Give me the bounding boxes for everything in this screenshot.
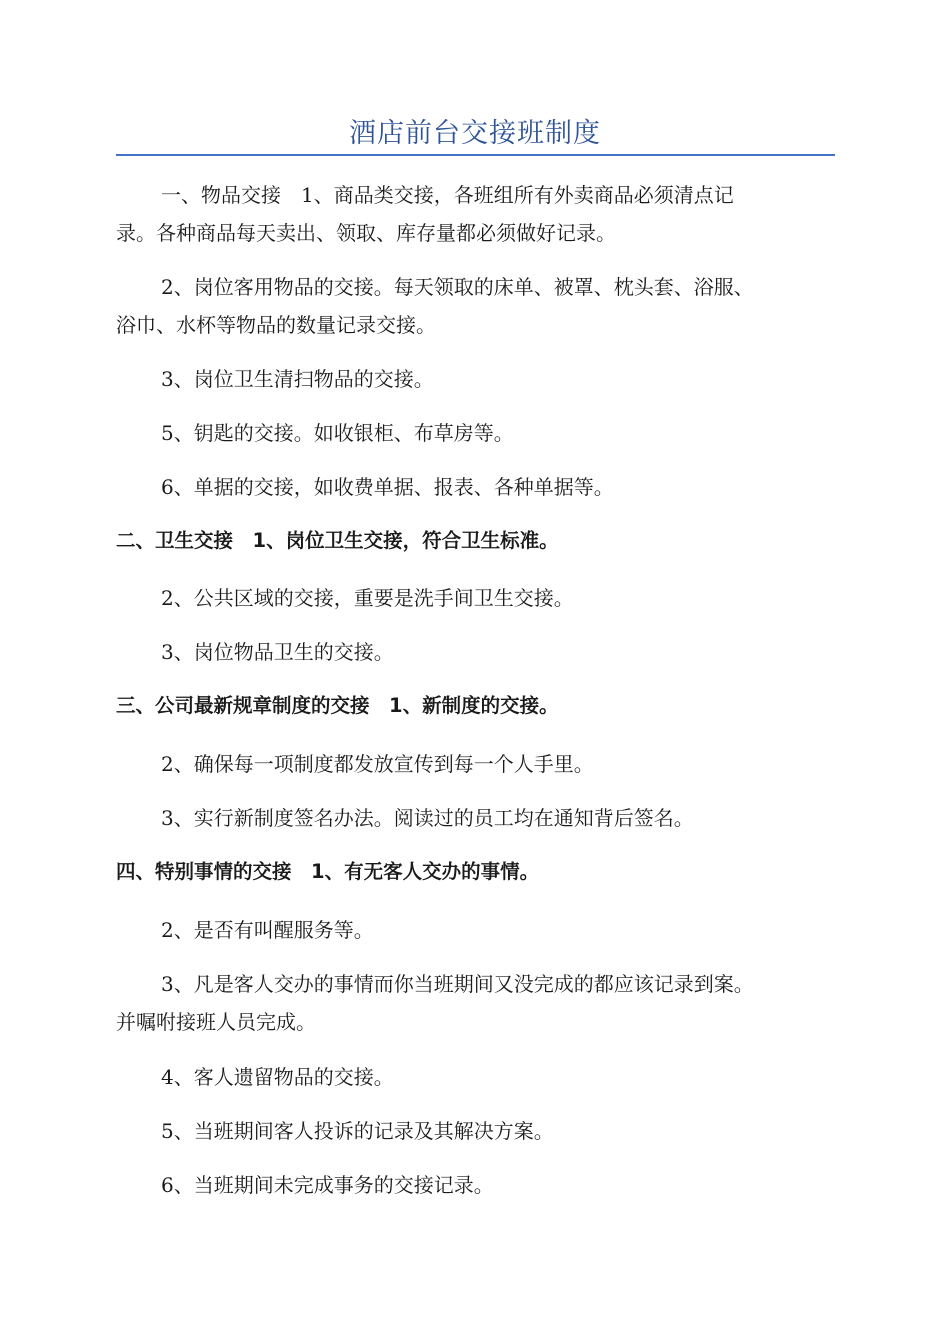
- paragraph-unfinished-guest-requests: [116, 965, 834, 1041]
- paragraph-line: 浴巾、水杯等物品的数量记录交接。: [116, 313, 436, 337]
- paragraph-line: 3、实行新制度签名办法。阅读过的员工均在通知背后签名。: [161, 806, 694, 830]
- paragraph-goods-handover: [116, 176, 834, 252]
- paragraph-receipts: [116, 468, 834, 506]
- section-heading-hygiene: [116, 522, 834, 560]
- paragraph-wakeup: [116, 911, 834, 949]
- paragraph-keys: [116, 414, 834, 452]
- paragraph-line: 4、客人遗留物品的交接。: [161, 1065, 394, 1089]
- paragraph-signature: [116, 799, 834, 837]
- paragraph-line: 三、公司最新规章制度的交接 1、新制度的交接。: [116, 694, 559, 717]
- paragraph-line: 6、当班期间未完成事务的交接记录。: [161, 1173, 494, 1197]
- title-underline: [116, 154, 835, 156]
- paragraph-cleaning-items: [116, 360, 834, 398]
- paragraph-complaints: [116, 1112, 834, 1150]
- section-heading-regulations: [116, 687, 834, 725]
- section-heading-special-matters: [116, 853, 834, 891]
- paragraph-line: 一、物品交接 1、商品类交接，各班组所有外卖商品必须清点记: [161, 183, 734, 207]
- paragraph-public-area: [116, 579, 834, 617]
- paragraph-item-hygiene: [116, 633, 834, 671]
- paragraph-line: 3、岗位物品卫生的交接。: [161, 640, 394, 664]
- paragraph-line: 3、岗位卫生清扫物品的交接。: [161, 367, 434, 391]
- paragraph-line: 2、是否有叫醒服务等。: [161, 918, 374, 942]
- paragraph-line: 2、确保每一项制度都发放宣传到每一个人手里。: [161, 752, 594, 776]
- paragraph-publicize: [116, 745, 834, 783]
- paragraph-line: 2、岗位客用物品的交接。每天领取的床单、被罩、枕头套、浴服、: [161, 275, 754, 299]
- document-title: 酒店前台交接班制度: [349, 118, 601, 149]
- paragraph-line: 3、凡是客人交办的事情而你当班期间又没完成的都应该记录到案。: [161, 972, 754, 996]
- paragraph-line: 并嘱咐接班人员完成。: [116, 1010, 316, 1034]
- paragraph-line: 四、特别事情的交接 1、有无客人交办的事情。: [116, 860, 540, 883]
- paragraph-line: 5、当班期间客人投诉的记录及其解决方案。: [161, 1119, 554, 1143]
- paragraph-line: 二、卫生交接 1、岗位卫生交接，符合卫生标准。: [116, 529, 559, 552]
- paragraph-line: 6、单据的交接，如收费单据、报表、各种单据等。: [161, 475, 614, 499]
- paragraph-line: 2、公共区域的交接，重要是洗手间卫生交接。: [161, 586, 574, 610]
- paragraph-line: 录。各种商品每天卖出、领取、库存量都必须做好记录。: [116, 221, 616, 245]
- paragraph-guest-items: [116, 268, 834, 344]
- paragraph-unfinished-tasks: [116, 1166, 834, 1204]
- paragraph-line: 5、钥匙的交接。如收银柜、布草房等。: [161, 421, 514, 445]
- paragraph-lost-items: [116, 1058, 834, 1096]
